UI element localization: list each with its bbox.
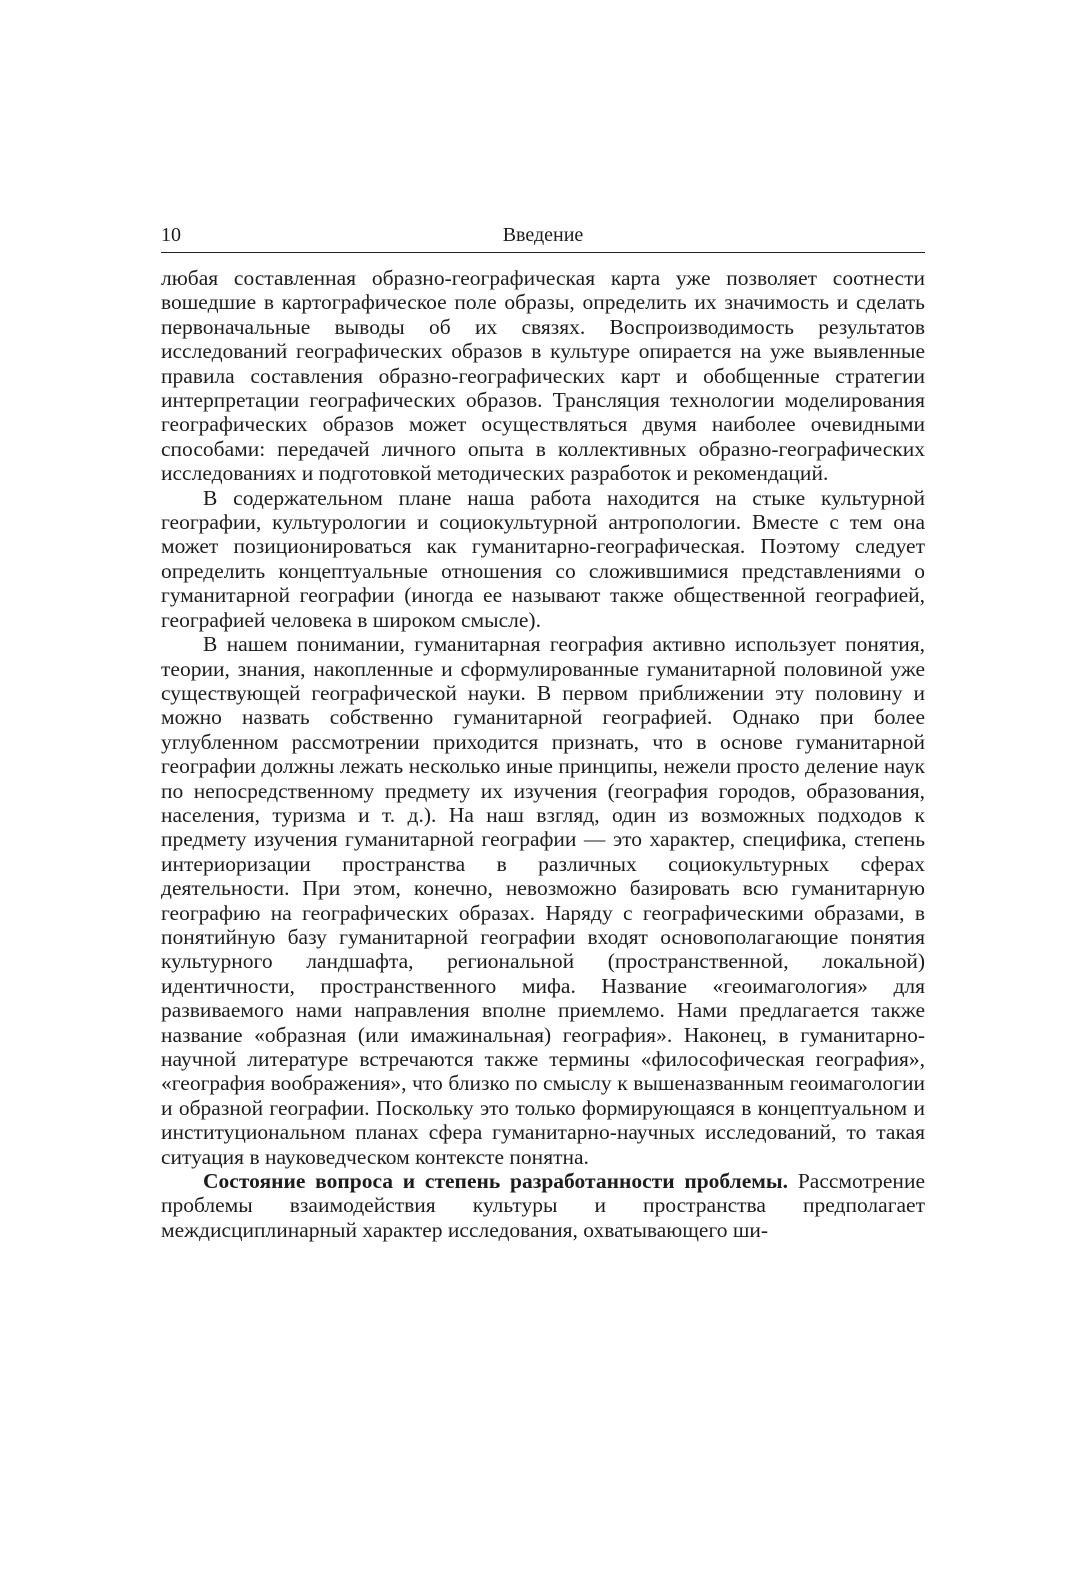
paragraph-4: [161, 1169, 925, 1242]
paragraph-4-text: Рассмотрение проблемы взаимодействия культуры и пространства предполагает междисциплинарный характер исследования, охватывающего ши-: [161, 1169, 925, 1242]
running-title: Введение: [502, 224, 584, 246]
body-text: [161, 266, 925, 1242]
paragraph-3: В нашем понимании, гуманитарная география активно использует понятия, теории, знания, накопленные и сформулированные гуманитарной половиной уже существующей географической науки. В первом приближении эту половину и можно назвать собственно гуманитарной географией. Однако при более углубленном рассмотрении приходится признать, что в основе гуманитарной географии должны лежать несколько иные принципы, нежели просто деление наук по непосредственному предмету их изучения (география городов, образования, населения, туризма и т. д.). На наш взгляд, один из возможных подходов к предмету изучения гуманитарной географии — это характер, специфика, степень интериоризации пространства в различных социокультурных сферах деятельности. При этом, конечно, невозможно базировать всю гуманитарную географию на географических образах. Наряду с географическими образами, в понятийную базу гуманитарной географии входят основополагающие понятия культурного ландшафта, региональной (пространственной, локальной) идентичности, пространственного мифа. Название «геоимагология» для развиваемого нами направления вполне приемлемо. Нами предлагается также название «образная (или имажинальная) география». Наконец, в гуманитарно-научной литературе встречаются также термины «философическая география», «география воображения», что близко по смыслу к вышеназванным геоимагологии и образной географии. Поскольку это только формирующаяся в концептуальном и институциональном планах сфера гуманитарно-научных исследований, то такая ситуация в науковедческом контексте понятна.: [161, 632, 925, 1169]
page-number: 10: [161, 224, 181, 246]
page-header: [161, 224, 925, 253]
paragraph-1: любая составленная образно-географическая карта уже позволяет соотнести вошедшие в картографическое поле образы, определить их значимость и сделать первоначальные выводы об их связях. Воспроизводимость результатов исследований географических образов в культуре опирается на уже выявленные правила составления образно-географических карт и обобщенные стратегии интерпретации географических образов. Трансляция технологии моделирования географических образов может осуществляться двумя наиболее очевидными способами: передачей личного опыта в коллективных образно-географических исследованиях и подготовкой методических разработок и рекомендаций.: [161, 266, 925, 486]
section-heading: Состояние вопроса и степень разработанности проблемы.: [203, 1169, 789, 1194]
paragraph-2: В содержательном плане наша работа находится на стыке культурной географии, культурологии и социокультурной антропологии. Вместе с тем она может позиционироваться как гуманитарно-географическая. Поэтому следует определить концептуальные отношения со сложившимися представлениями о гуманитарной географии (иногда ее называют также общественной географией, географией человека в широком смысле).: [161, 485, 925, 632]
